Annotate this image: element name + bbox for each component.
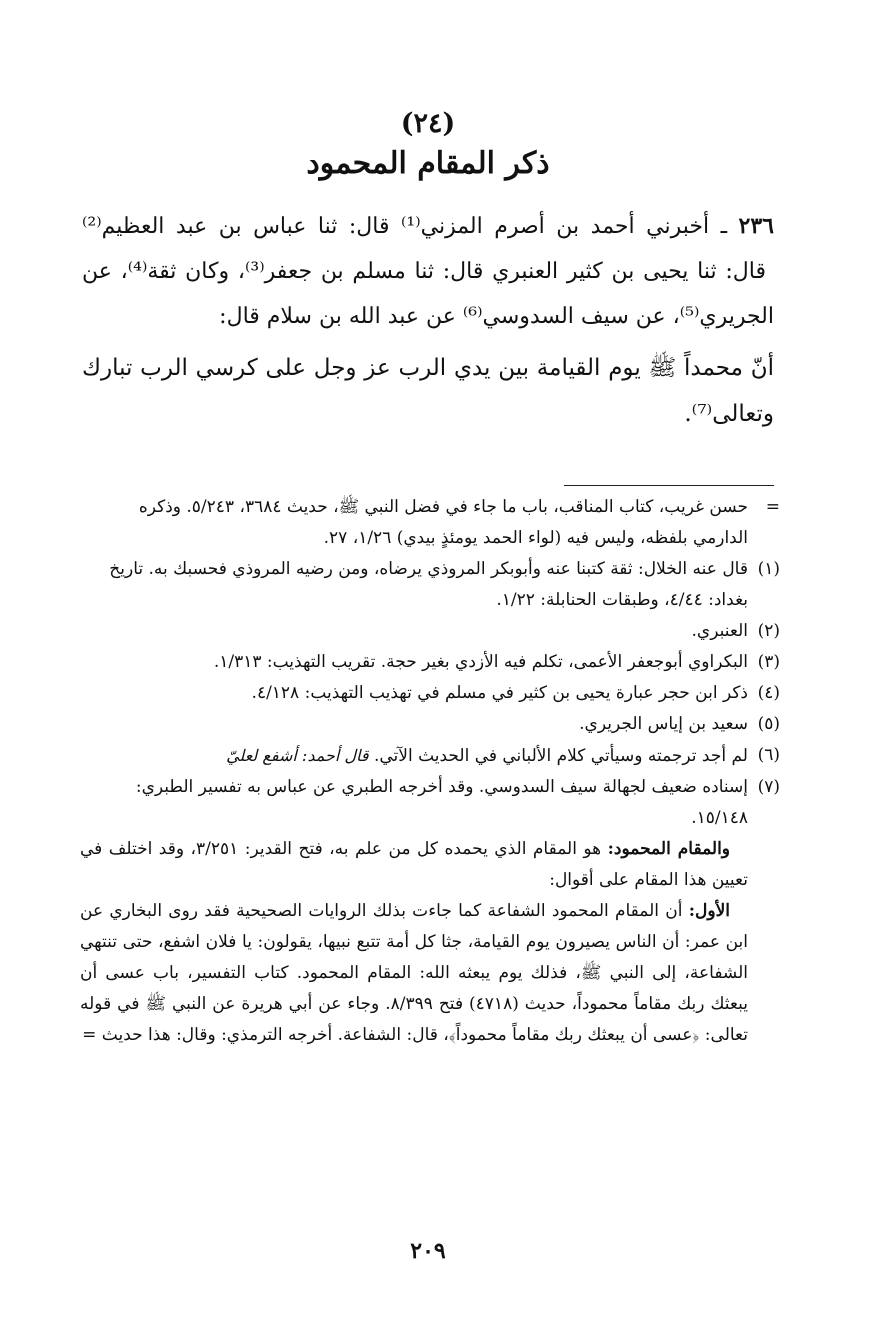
footnote-divider bbox=[564, 485, 774, 486]
footnotes bbox=[80, 492, 780, 1051]
commentary bbox=[80, 834, 780, 1051]
handwritten-note: قال أحمد: أشفع لعليّ bbox=[226, 746, 369, 765]
footnote-text: إسناده ضعيف لجهالة سيف السدوسي. وقد أخرجه الطبري عن عباس به تفسير الطبري: ١٥/١٤٨. bbox=[135, 777, 748, 828]
footnote-text: البكراوي أبوجعفر الأعمى، تكلم فيه الأزدي بغير حجة. تقريب التهذيب: ١/٣١٣. bbox=[213, 652, 748, 672]
commentary-heading: والمقام المحمود: bbox=[607, 839, 731, 859]
hadith-isnad bbox=[82, 204, 774, 339]
isnad-rest: قال: ثنا يحيى بن كثير العنبري قال: ثنا مسلم بن جعفر⁽³⁾، وكان ثقة⁽⁴⁾، عن الجريري⁽⁵⁾، عن سيف السدوسي⁽⁶⁾ عن عبد الله بن سلام قال: bbox=[82, 259, 774, 329]
commentary-paragraph-1 bbox=[80, 834, 780, 896]
hadith-block bbox=[82, 204, 774, 437]
footnote-continuation bbox=[80, 492, 780, 554]
footnote-4 bbox=[80, 678, 780, 709]
footnote-mark: (٢) bbox=[757, 621, 780, 641]
footnote-mark: (٥) bbox=[757, 714, 780, 734]
commentary-paragraph-2 bbox=[80, 896, 780, 1051]
footnote-6 bbox=[80, 740, 780, 772]
hadith-number: ٢٣٦ bbox=[738, 213, 774, 239]
footnote-7 bbox=[80, 772, 780, 834]
footnote-text: قال عنه الخلال: ثقة كتبنا عنه وأبوبكر المروذي يرضاه، ومن رضيه المروذي فحسبك به. تاريخ بغداد: ٤/٤٤، وطبقات الحنابلة: ١/٢٢. bbox=[109, 559, 748, 610]
footnote-3 bbox=[80, 647, 780, 678]
footnote-text-printed: لم أجد ترجمته وسيأتي كلام الألباني في الحديث الآتي. bbox=[373, 746, 748, 766]
footnote-mark: (١) bbox=[757, 559, 780, 579]
footnote-text: سعيد بن إياس الجريري. bbox=[579, 714, 748, 734]
footnote-mark: (٣) bbox=[757, 652, 780, 672]
footnote-text: ذكر ابن حجر عبارة يحيى بن كثير في مسلم في تهذيب التهذيب: ٤/١٢٨. bbox=[251, 683, 748, 703]
footnote-1 bbox=[80, 554, 780, 616]
footnote-mark: (٧) bbox=[757, 777, 780, 797]
commentary-text: هو المقام الذي يحمده كل من علم به، فتح القدير: ٣/٢٥١، وقد اختلف في تعيين هذا المقام على أقوال: bbox=[80, 839, 748, 890]
hadith-matn: أنّ محمداً ﷺ يوم القيامة بين يدي الرب عز وجل على كرسي الرب تبارك وتعالى⁽⁷⁾. bbox=[82, 355, 774, 427]
continuation-mark: = bbox=[765, 497, 780, 517]
commentary-heading: الأول: bbox=[688, 901, 730, 921]
commentary-text: أن المقام المحمود الشفاعة كما جاءت بذلك الروايات الصحيحية فقد روى البخاري عن ابن عمر: أن الناس يصيرون يوم القيامة، جثا كل أمة تتبع نبيها، يقولون: يا فلان اشفع، حتى تنتهي الشفاعة، إلى النبي ﷺ، فذلك يوم يبعثه الله: المقام المحمود. كتاب التفسير، باب عسى أن يبعثك ربك مقاماً محموداً، حديث (٤٧١٨) فتح ٨/٣٩٩. وجاء عن أبي هريرة عن النبي ﷺ في قوله تعالى: ﴿عسى أن يبعثك ربك مقاماً محموداً﴾، قال: الشفاعة. أخرجه الترمذي: وقال: هذا حديث = bbox=[80, 901, 748, 1045]
chapter-number: (٢٤) bbox=[400, 108, 456, 139]
continuation-text: حسن غريب، كتاب المناقب، باب ما جاء في فضل النبي ﷺ، حديث ٣٦٨٤، ٥/٢٤٣. وذكره الدارمي بلفظه، وليس فيه (لواء الحمد يومئذٍ بيدي) ١/٢٦، ٢٧. bbox=[138, 497, 748, 548]
footnote-text: العنبري. bbox=[691, 621, 748, 641]
footnote-mark: (٤) bbox=[757, 683, 780, 703]
footnote-2 bbox=[80, 616, 780, 647]
chapter-title: ذكر المقام المحمود bbox=[306, 146, 550, 181]
footnote-text bbox=[80, 740, 748, 772]
page-number: ٢٠٩ bbox=[410, 1238, 446, 1264]
footnote-5 bbox=[80, 709, 780, 740]
isnad-first-line: ـ أخبرني أحمد بن أصرم المزني⁽¹⁾ قال: ثنا عباس بن عبد العظيم⁽²⁾ bbox=[82, 214, 728, 239]
footnote-mark: (٦) bbox=[757, 745, 780, 765]
